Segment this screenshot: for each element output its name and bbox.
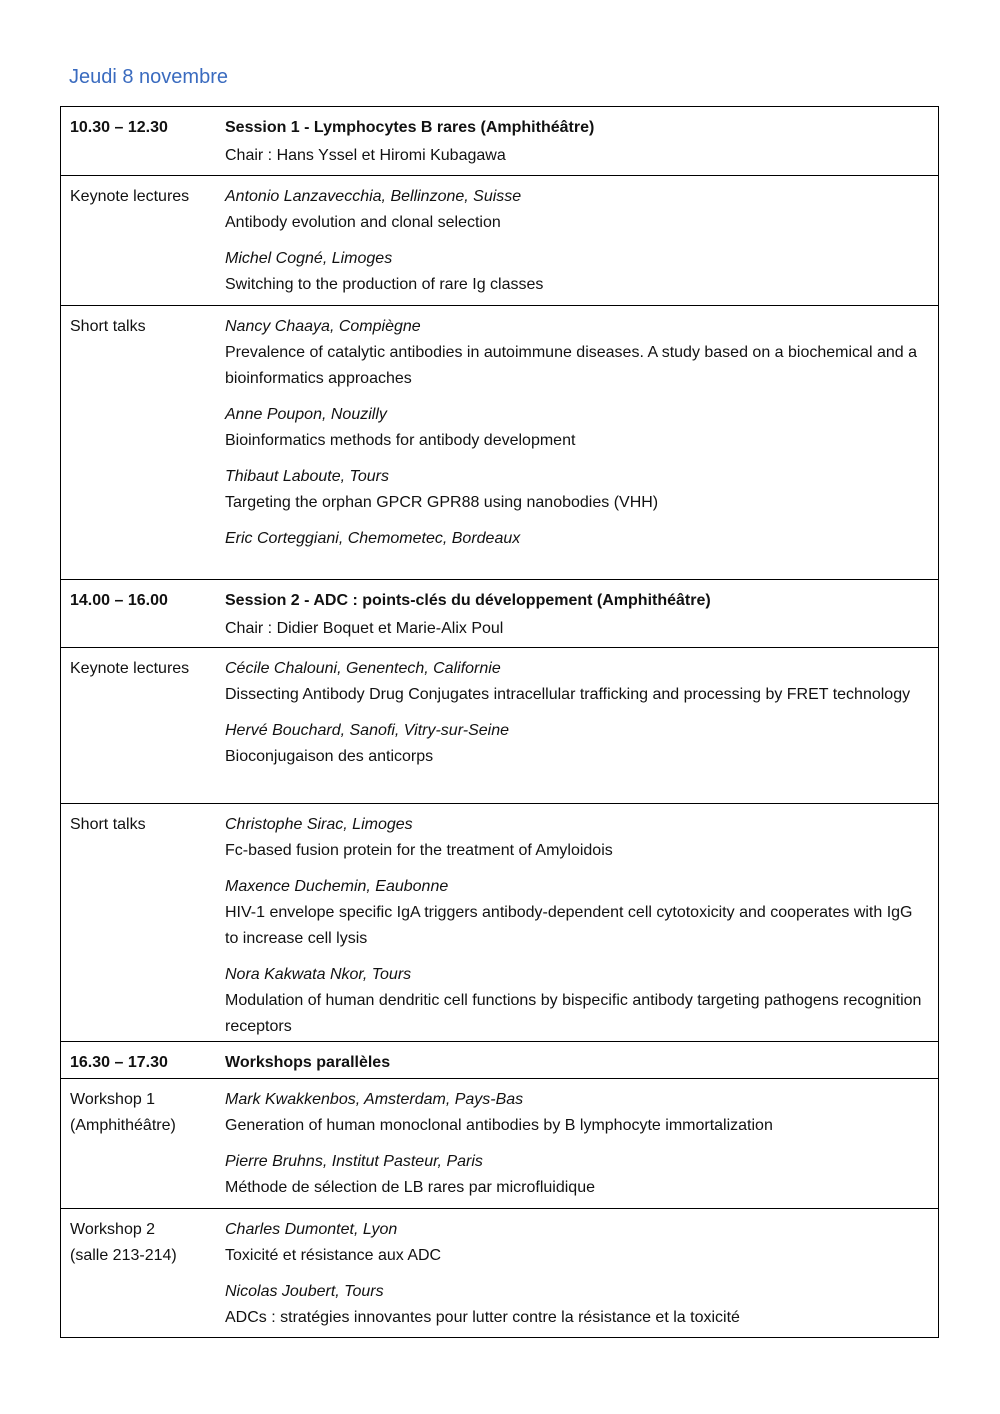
talk-speaker: Cécile Chalouni, Genentech, Californie (225, 660, 501, 677)
row-content (225, 804, 938, 1041)
talk-item (225, 718, 926, 770)
talk-item (225, 874, 926, 952)
row-content (225, 1209, 938, 1337)
session-title: Session 2 - ADC : points-clés du développement (Amphithéâtre) (225, 592, 711, 609)
talk-title: Targeting the orphan GPCR GPR88 using nanobodies (VHH) (225, 494, 659, 511)
schedule-row (61, 1078, 938, 1208)
session-title: Workshops parallèles (225, 1054, 391, 1071)
schedule-row (61, 305, 938, 579)
talk-item (225, 464, 926, 516)
talk-title: Toxicité et résistance aux ADC (225, 1247, 442, 1264)
talk-speaker: Christophe Sirac, Limoges (225, 816, 413, 833)
talk-speaker: Maxence Duchemin, Eaubonne (225, 878, 449, 895)
talk-item (225, 1279, 926, 1331)
schedule-table (60, 106, 939, 1338)
row-label-line: (Amphithéâtre) (70, 1117, 176, 1134)
talk-item (225, 1217, 926, 1269)
session-chair: Chair : Didier Boquet et Marie-Alix Poul (225, 620, 504, 637)
talk-speaker: Mark Kwakkenbos, Amsterdam, Pays-Bas (225, 1091, 524, 1108)
talk-item (225, 246, 926, 298)
talk-item (225, 812, 926, 864)
schedule-row (61, 803, 938, 1041)
talk-title: Switching to the production of rare Ig classes (225, 276, 544, 293)
talk-title: Fc-based fusion protein for the treatment of Amyloidois (225, 842, 613, 859)
row-label-line: Short talks (70, 816, 146, 833)
row-content (225, 1079, 938, 1208)
row-label-line: Keynote lectures (70, 660, 190, 677)
row-label-line: Keynote lectures (70, 188, 190, 205)
time-slot (61, 107, 225, 175)
talk-title: Generation of human monoclonal antibodies by B lymphocyte immortalization (225, 1117, 773, 1134)
schedule-row (61, 1208, 938, 1337)
talk-title: Méthode de sélection de LB rares par microfluidique (225, 1179, 595, 1196)
talk-speaker: Pierre Bruhns, Institut Pasteur, Paris (225, 1153, 483, 1170)
talk-title: Antibody evolution and clonal selection (225, 214, 501, 231)
talk-item (225, 962, 926, 1040)
day-title: Jeudi 8 novembre (69, 66, 228, 88)
talk-item (225, 184, 926, 236)
talk-title: Prevalence of catalytic antibodies in autoimmune diseases. A study based on a biochemical and a bioinformatics approaches (225, 344, 917, 387)
row-content (225, 306, 938, 579)
talk-speaker: Antonio Lanzavecchia, Bellinzone, Suisse (225, 188, 522, 205)
schedule-row (61, 107, 938, 175)
talk-title: Dissecting Antibody Drug Conjugates intracellular trafficking and processing by FRET technology (225, 686, 911, 703)
talk-speaker: Hervé Bouchard, Sanofi, Vitry-sur-Seine (225, 722, 509, 739)
talk-item (225, 526, 926, 552)
talk-item (225, 1087, 926, 1139)
talk-speaker: Charles Dumontet, Lyon (225, 1221, 398, 1238)
row-label-line: 16.30 – 17.30 (70, 1054, 168, 1071)
talk-title: ADCs : stratégies innovantes pour lutter contre la résistance et la toxicité (225, 1309, 740, 1326)
row-content (225, 176, 938, 305)
row-content (225, 1042, 938, 1078)
schedule-row (61, 579, 938, 647)
talk-speaker: Anne Poupon, Nouzilly (225, 406, 387, 423)
row-content (225, 648, 938, 803)
talk-title: Bioconjugaison des anticorps (225, 748, 434, 765)
talk-speaker: Nancy Chaaya, Compiègne (225, 318, 421, 335)
row-label (61, 1209, 225, 1337)
talk-speaker: Nora Kakwata Nkor, Tours (225, 966, 412, 983)
row-label-line: Short talks (70, 318, 146, 335)
talk-item (225, 314, 926, 392)
time-slot (61, 580, 225, 647)
row-label-line: 10.30 – 12.30 (70, 119, 168, 136)
talk-title: Modulation of human dendritic cell functions by bispecific antibody targeting pathogens recognition receptors (225, 992, 922, 1035)
session-title: Session 1 - Lymphocytes B rares (Amphithéâtre) (225, 119, 595, 136)
row-label (61, 306, 225, 579)
row-label-line: 14.00 – 16.00 (70, 592, 168, 609)
talk-speaker: Michel Cogné, Limoges (225, 250, 393, 267)
row-label (61, 176, 225, 305)
talk-item (225, 656, 926, 708)
talk-speaker: Nicolas Joubert, Tours (225, 1283, 384, 1300)
schedule-row (61, 1041, 938, 1078)
session-chair: Chair : Hans Yssel et Hiromi Kubagawa (225, 147, 506, 164)
time-slot (61, 1042, 225, 1078)
row-label (61, 1079, 225, 1208)
row-label (61, 648, 225, 803)
talk-speaker: Thibaut Laboute, Tours (225, 468, 389, 485)
schedule-row (61, 175, 938, 305)
row-label-line: (salle 213-214) (70, 1247, 177, 1264)
row-label-line: Workshop 1 (70, 1091, 156, 1108)
row-content (225, 580, 938, 647)
row-content (225, 107, 938, 175)
talk-title: HIV-1 envelope specific IgA triggers antibody-dependent cell cytotoxicity and cooperates with IgG to increase cell lysis (225, 904, 913, 947)
row-label (61, 804, 225, 1041)
talk-speaker: Eric Corteggiani, Chemometec, Bordeaux (225, 530, 521, 547)
row-label-line: Workshop 2 (70, 1221, 156, 1238)
talk-item (225, 402, 926, 454)
talk-item (225, 1149, 926, 1201)
talk-title: Bioinformatics methods for antibody development (225, 432, 576, 449)
schedule-row (61, 647, 938, 803)
